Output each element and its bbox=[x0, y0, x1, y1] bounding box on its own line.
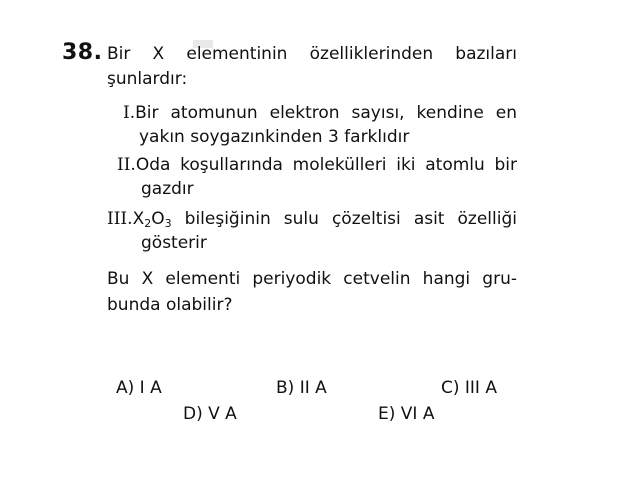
statement-2-line-2: gazdır bbox=[141, 179, 194, 199]
statement-1-line-1 bbox=[123, 101, 517, 125]
question-prompt-line-1: Bu X elementi periyodik cetvelin hangi gru- bbox=[107, 269, 517, 289]
statement-1 bbox=[123, 101, 517, 149]
question-number: 38. bbox=[62, 40, 103, 65]
statement-2-text: Oda koşullarında molekülleri iki atomlu bir bbox=[135, 155, 517, 175]
statement-3-numeral: III. bbox=[107, 209, 133, 229]
formula-sub-2: 2 bbox=[144, 217, 152, 230]
statement-3 bbox=[107, 207, 517, 255]
statement-3-line-1 bbox=[107, 207, 517, 231]
question-stem-line-1: Bir X elementinin özelliklerinden bazıları bbox=[107, 44, 517, 64]
option-e[interactable]: E) VI A bbox=[378, 404, 435, 424]
statement-3-text: bileşiğinin sulu çözeltisi asit özelliği bbox=[171, 209, 517, 229]
statement-2 bbox=[117, 153, 517, 201]
option-d[interactable]: D) V A bbox=[183, 404, 237, 424]
formula-x: X bbox=[132, 209, 145, 229]
formula-x2o3 bbox=[133, 209, 172, 229]
formula-o: O bbox=[151, 209, 165, 229]
statement-1-numeral: I. bbox=[123, 103, 136, 123]
statement-1-text: Bir atomunun elektron sayısı, kendine en bbox=[135, 103, 517, 123]
question-stem-line-2: şunlardır: bbox=[107, 69, 188, 89]
question-prompt-line-2: bunda olabilir? bbox=[107, 295, 233, 315]
option-a[interactable]: A) I A bbox=[116, 378, 162, 398]
statement-2-line-1 bbox=[117, 153, 517, 177]
statement-1-line-2: yakın soygazınkinden 3 farklıdır bbox=[139, 127, 410, 147]
statement-3-line-2: gösterir bbox=[141, 233, 207, 253]
option-c[interactable]: C) III A bbox=[441, 378, 497, 398]
question-prompt bbox=[107, 266, 517, 318]
formula-sub-3: 3 bbox=[164, 217, 172, 230]
option-b[interactable]: B) II A bbox=[276, 378, 327, 398]
statement-2-numeral: II. bbox=[117, 155, 136, 175]
